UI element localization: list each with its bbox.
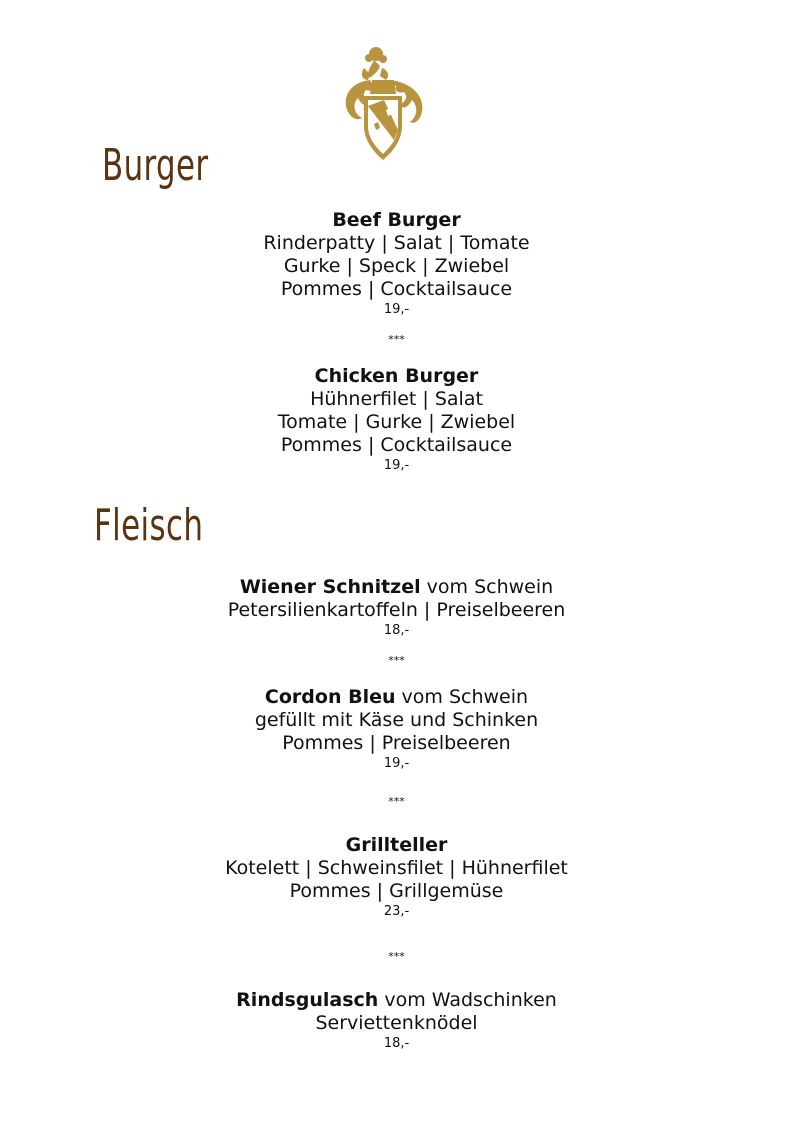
item-name: Wiener Schnitzel (239, 576, 421, 598)
item-name-suffix: vom Wadschinken (378, 989, 557, 1011)
item-description: gefüllt mit Käse und Schinken (254, 709, 539, 731)
item-price: 23,- (383, 904, 410, 919)
item-name: Grillteller (345, 834, 448, 856)
item-price: 19,- (383, 756, 410, 771)
item-name: Cordon Bleu (264, 686, 396, 708)
item-description: Serviettenknödel (315, 1012, 478, 1034)
menu-item-chicken-burger (0, 365, 793, 474)
separator: *** (388, 950, 405, 963)
item-description: Pommes | Cocktailsauce (280, 434, 513, 456)
item-name-suffix: vom Schwein (395, 686, 529, 708)
item-description: Tomate | Gurke | Zwiebel (277, 411, 516, 433)
separator: *** (388, 654, 405, 667)
menu-item-grillteller (0, 834, 793, 920)
item-description: Pommes | Cocktailsauce (280, 278, 513, 300)
item-name-line (0, 576, 793, 599)
item-price: 18,- (383, 1036, 410, 1051)
heraldic-crest-icon (340, 44, 428, 164)
item-name-line (0, 989, 793, 1012)
menu-item-wiener-schnitzel (0, 576, 793, 639)
item-name: Beef Burger (332, 209, 461, 231)
section-title-fleisch: Fleisch (94, 500, 204, 551)
item-name: Rindsgulasch (236, 989, 379, 1011)
item-price: 19,- (383, 458, 410, 473)
item-description: Gurke | Speck | Zwiebel (283, 255, 510, 277)
item-description: Pommes | Grillgemüse (289, 880, 504, 902)
item-description: Pommes | Preiselbeeren (282, 732, 511, 754)
item-price: 19,- (383, 302, 410, 317)
item-description: Kotelett | Schweinsfilet | Hühnerfilet (225, 857, 568, 879)
item-name-line (0, 834, 793, 857)
separator: *** (388, 333, 405, 346)
separator: *** (388, 795, 405, 808)
section-title-burger: Burger (102, 140, 209, 191)
menu-item-cordon-bleu (0, 686, 793, 772)
item-description: Rinderpatty | Salat | Tomate (263, 232, 530, 254)
item-name: Chicken Burger (314, 365, 479, 387)
item-name-line (0, 686, 793, 709)
menu-item-rindsgulasch (0, 989, 793, 1052)
item-name-suffix: vom Schwein (420, 576, 554, 598)
item-description: Hühnerfilet | Salat (310, 388, 483, 410)
item-name-line (0, 209, 793, 232)
menu-item-beef-burger (0, 209, 793, 318)
item-name-line (0, 365, 793, 388)
item-price: 18,- (383, 623, 410, 638)
item-description: Petersilienkartoffeln | Preiselbeeren (227, 599, 566, 621)
